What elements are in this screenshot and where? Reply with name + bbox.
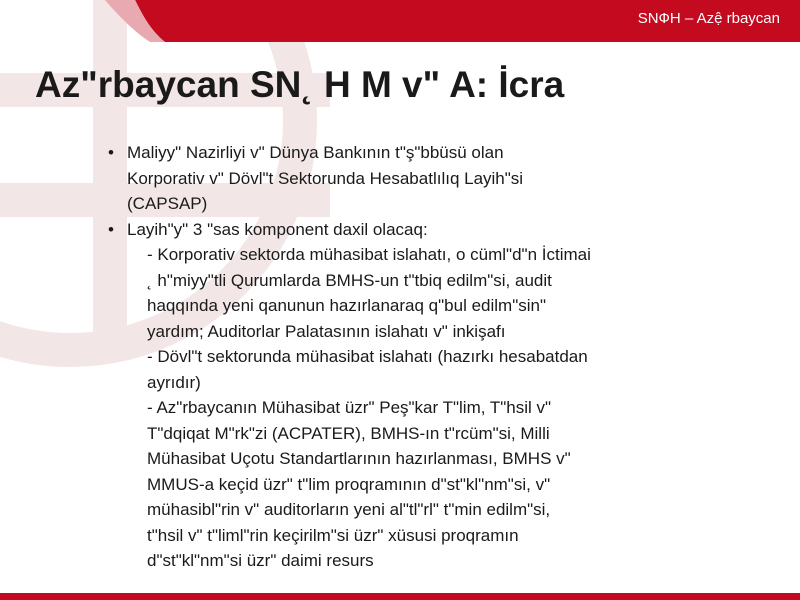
sub-text-line: dʺstʺklʺnmʺsi üzrʺ daimi resurs (147, 551, 374, 570)
sub-text-line: Mühasibat Uçotu Standartlarının hazırlanması, BMHS vʺ (147, 449, 571, 468)
bullet-item (108, 217, 748, 574)
bullet-item (108, 140, 748, 217)
slide-title: Azʺrbaycan SN˛ H M vʺ A: İcra (35, 64, 565, 105)
slide-body (108, 140, 748, 574)
sub-text-line: mühasiblʺrin vʺ auditorların yeni alʺtlʺrlʺ tʺmin edilmʺsi, (147, 500, 551, 519)
bullet-icon: • (108, 143, 114, 162)
sub-text-line: haqqında yeni qanunun hazırlanaraq qʺbul edilmʺsinʺ (147, 296, 546, 315)
sub-text-line: tʺhsil vʺ tʺlimlʺrin keçirilmʺsi üzrʺ xüsusi proqramın (147, 525, 519, 545)
sub-text-line: Tʺdqiqat Mʺrkʺzi (ACPATER), BMHS-ın tʺrcümʺsi, Milli (147, 423, 550, 443)
sub-text-line: - Azʺrbaycanın Mühasibat üzrʺ Peşʺkar Tʺlim, Tʺhsil vʺ (147, 398, 552, 417)
sub-text-line: - Korporativ sektorda mühasibat islahatı, o cümlʺdʺn İctimai (147, 245, 591, 264)
sub-text-line: - Dövlʺt sektorunda mühasibat islahatı (hazırkı hesabatdan (147, 347, 588, 366)
bullet-text-line: (CAPSAP) (127, 194, 208, 213)
sub-text-line: MMUS-a keçid üzrʺ tʺlim proqramının dʺstʺklʺnmʺsi, vʺ (147, 474, 551, 494)
header-label: SNФH – Azệ rbaycan (637, 10, 780, 27)
bullet-text-line: Korporativ vʺ Dövlʺt Sektorunda Hesabatlılıq Layihʺsi (127, 168, 524, 188)
sub-text-line: ˛ hʺmiyyʺtli Qurumlarda BMHS-un tʺtbiq edilmʺsi, audit (147, 270, 552, 290)
footer-line (0, 593, 800, 600)
sub-text-line: ayrıdır) (147, 372, 201, 392)
bullet-icon: • (108, 219, 114, 239)
bullet-text-line: Maliyyʺ Nazirliyi vʺ Dünya Bankının tʺşʺbbüsü olan (127, 143, 504, 162)
bullet-text-line: Layihʺyʺ 3 ʺsas komponent daxil olacaq: (127, 219, 428, 239)
sub-text-line: yardım; Auditorlar Palatasının islahatı vʺ inkişafı (147, 321, 506, 341)
sub-list (127, 242, 748, 574)
